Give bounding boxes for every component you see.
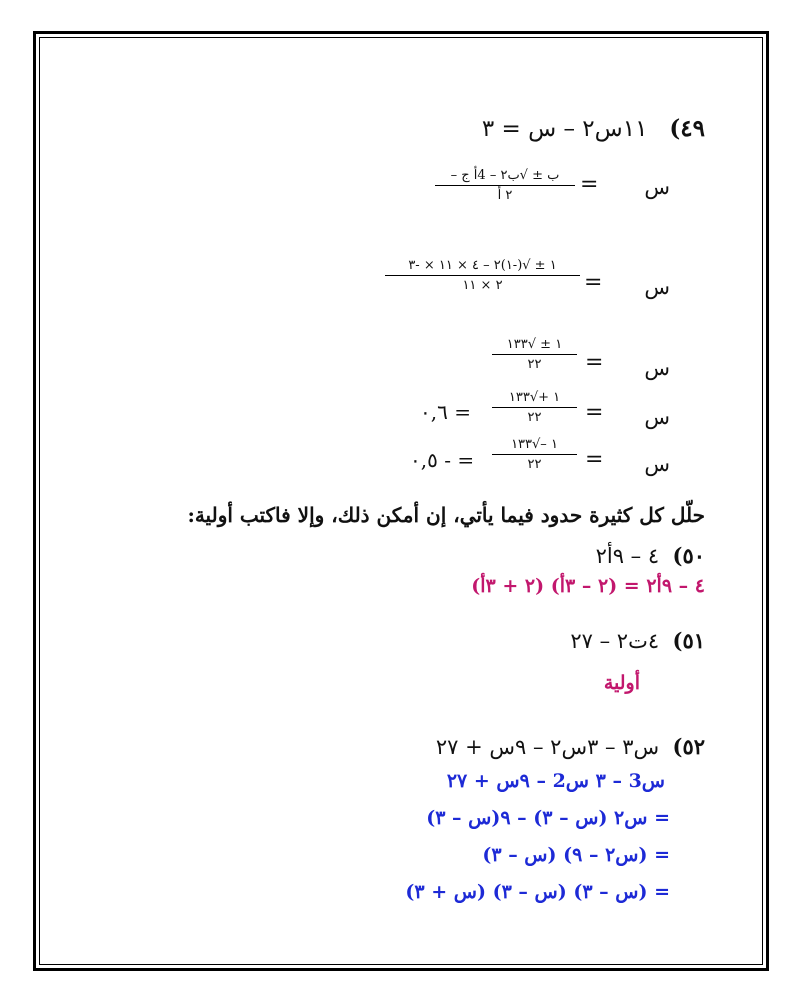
result-plus: = ٠,٦ — [420, 400, 471, 424]
fraction-minus-numerator: ١ –√١٣٣ — [511, 437, 558, 452]
fraction-minus — [492, 437, 577, 472]
fraction-general — [435, 168, 575, 203]
problem-49-number: ٤٩) — [669, 115, 705, 142]
problem-52-step-1: س3 – ٣ س2 – ٩س + ٢٧ — [446, 770, 665, 792]
fraction-minus-denominator: ٢٢ — [527, 457, 542, 472]
fraction-simplified-numerator: ١ ± √١٣٣ — [506, 337, 563, 352]
fraction-simplified — [492, 337, 577, 372]
equals-1: = — [580, 172, 599, 197]
problem-52-step-4: = (س – ٣) (س – ٣) (س + ٣) — [405, 881, 670, 903]
equals-4: = — [585, 400, 604, 425]
problem-49-equation: ١١س٢ – س = ٣ — [481, 116, 648, 142]
problem-51-number: ٥١) — [672, 628, 705, 653]
var-s-3: س — [644, 356, 670, 380]
problem-51-question: ٤ت٢ – ٢٧ — [570, 629, 660, 653]
fraction-plus — [492, 390, 577, 425]
instruction-text: حلّل كل كثيرة حدود فيما يأتي، إن أمكن ذلك، وإلا فاكتب أولية: — [187, 503, 705, 527]
var-s-1: س — [644, 175, 670, 199]
equals-3: = — [585, 350, 604, 375]
fraction-simplified-denominator: ٢٢ — [527, 357, 542, 372]
fraction-general-numerator: – ب ± √ب٢ – 4أ ج — [450, 168, 560, 183]
problem-50-number: ٥٠) — [672, 543, 705, 568]
fraction-substituted-denominator: ٢ × ١١ — [462, 278, 503, 293]
fraction-substituted — [385, 258, 580, 293]
fraction-general-denominator: ٢ أ — [497, 188, 513, 203]
problem-50-question: ٤ – ٩أ٢ — [595, 544, 660, 568]
problem-52-number: ٥٢) — [672, 734, 705, 759]
result-minus: = - ٠,٥ — [410, 448, 475, 472]
equals-2: = — [584, 270, 603, 295]
problem-52-step-2: = س٢ (س – ٣) – ٩(س – ٣) — [426, 807, 670, 829]
var-s-2: س — [644, 275, 670, 299]
problem-50-answer: ٤ – ٩أ٢ = (٢ – ٣أ) (٢ + ٣أ) — [471, 575, 705, 597]
problem-51-answer: أولية — [603, 672, 640, 694]
var-s-5: س — [644, 452, 670, 476]
fraction-plus-numerator: ١ +√١٣٣ — [508, 390, 561, 405]
problem-52 — [436, 734, 705, 759]
fraction-plus-denominator: ٢٢ — [527, 410, 542, 425]
problem-52-step-3: = (س٢ – ٩) (س – ٣) — [482, 844, 670, 866]
problem-51 — [570, 628, 705, 653]
problem-50 — [596, 543, 705, 568]
problem-52-question: س٣ – ٣س٢ – ٩س + ٢٧ — [435, 735, 660, 759]
var-s-4: س — [644, 405, 670, 429]
equals-5: = — [585, 447, 604, 472]
problem-49 — [482, 115, 705, 142]
fraction-substituted-numerator: ١ ± √(-١)٢ – ٤ × ١١ × -٣ — [408, 258, 557, 273]
